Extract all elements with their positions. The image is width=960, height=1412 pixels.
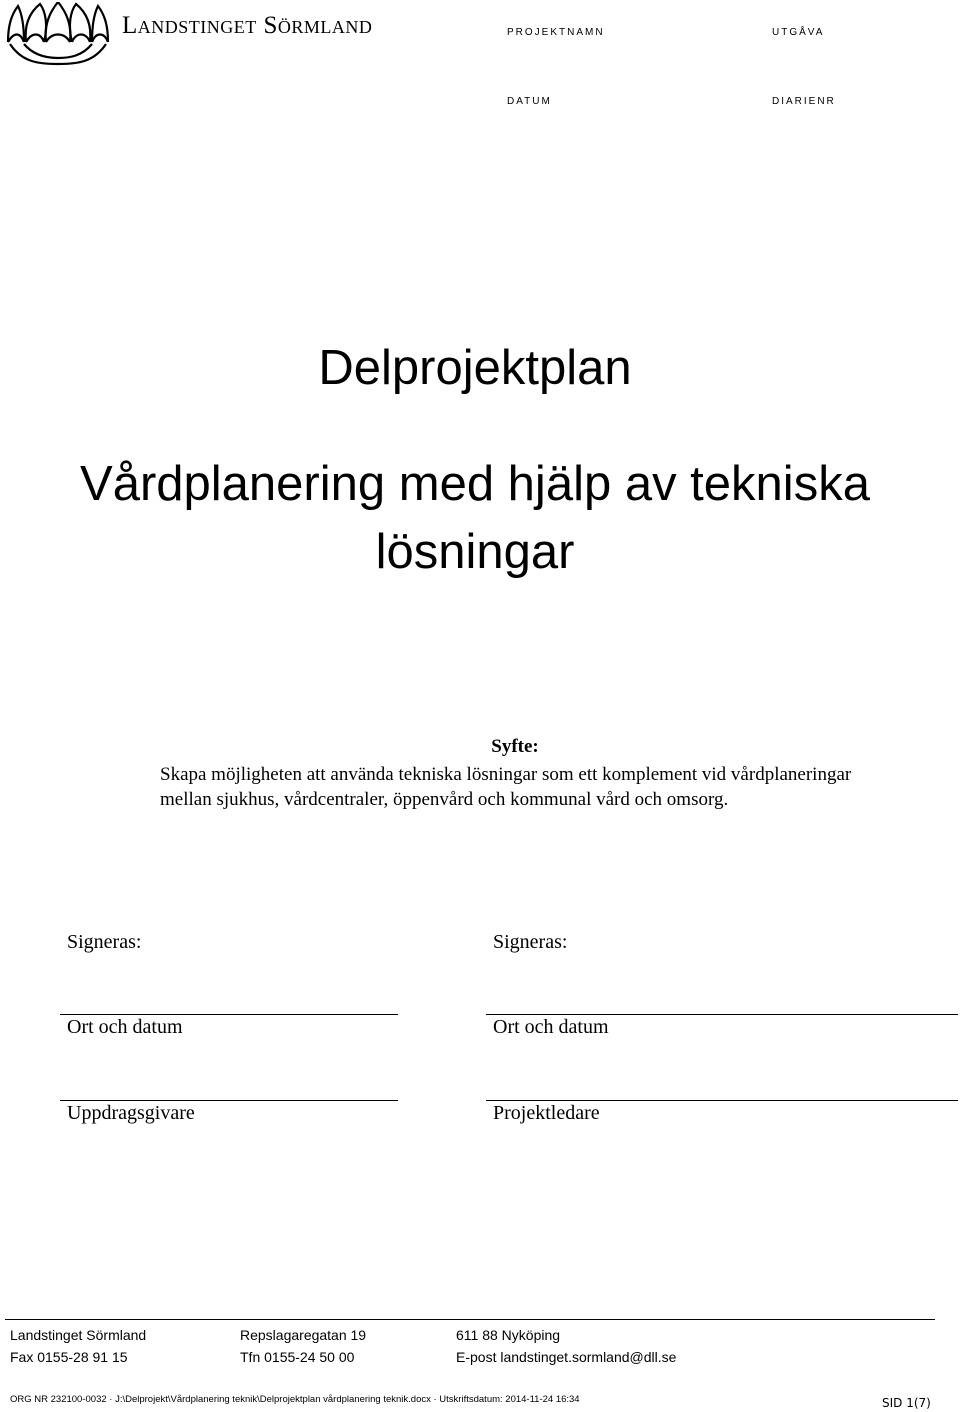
footer-org: Landstinget Sörmland <box>10 1327 147 1343</box>
footer-street: Repslagaregatan 19 <box>240 1327 367 1343</box>
purpose-text: Skapa möjligheten att använda tekniska lösningar som ett komplement vid vårdplaneringar mellan sjukhus, vårdcentraler, öppenvård och kommunal vård och omsorg. <box>160 764 852 810</box>
purpose-heading: Syfte: <box>491 736 539 757</box>
document-title: Delprojektplan <box>318 341 632 395</box>
footer-fax: Fax 0155-28 91 15 <box>10 1349 128 1365</box>
page-number: SID 1(7) <box>882 1396 931 1410</box>
right-role-label: Projektledare <box>493 1102 600 1124</box>
right-signed-label: Signeras: <box>493 931 568 953</box>
left-place-date-line <box>60 1014 398 1015</box>
project-name-label: PROJEKTNAMN <box>507 27 605 38</box>
left-role-line <box>60 1100 398 1101</box>
edition-label: UTGÅVA <box>772 27 825 38</box>
right-role-line <box>486 1100 958 1101</box>
footer-email: E-post landstinget.sormland@dll.se <box>456 1349 677 1365</box>
landstinget-logo <box>4 2 112 66</box>
tulip-crown-icon <box>4 2 112 66</box>
right-place-date-line <box>486 1014 958 1015</box>
left-signed-label: Signeras: <box>67 931 142 953</box>
footer-phone: Tfn 0155-24 50 00 <box>240 1349 355 1365</box>
left-role-label: Uppdragsgivare <box>67 1102 195 1124</box>
right-place-date-label: Ort och datum <box>493 1016 609 1038</box>
date-label: DATUM <box>507 96 552 107</box>
footer-meta: ORG NR 232100-0032 · J:\Delprojekt\Vårdplanering teknik\Delprojektplan vårdplanering teknik.docx · Utskriftsdatum: 2014-11-24 16:34 <box>10 1394 580 1405</box>
organization-name: Landstinget Sörmland <box>122 12 373 39</box>
footer-rule <box>5 1319 935 1320</box>
document-subtitle: Vårdplanering med hjälp av tekniska lösningar <box>80 457 870 579</box>
left-place-date-label: Ort och datum <box>67 1016 183 1038</box>
registry-number-label: DIARIENR <box>772 96 836 107</box>
footer-postal: 611 88 Nyköping <box>456 1327 561 1343</box>
